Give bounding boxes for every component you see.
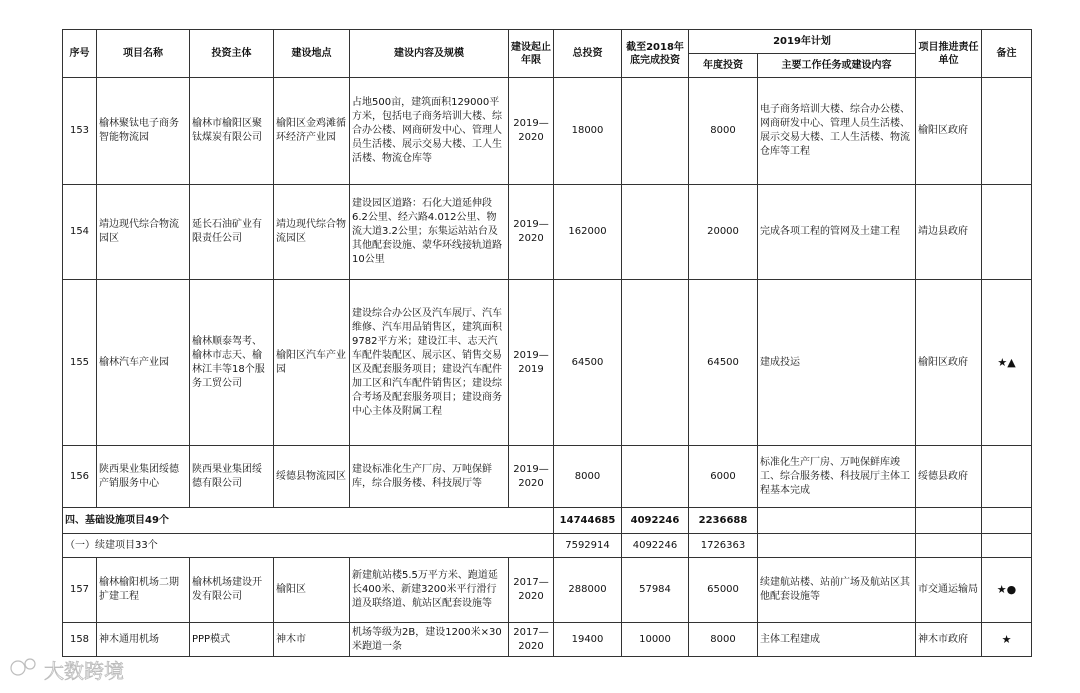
empty-cell [758, 508, 916, 534]
cell-seq: 157 [63, 558, 97, 623]
cell-annual: 65000 [689, 558, 758, 623]
cell-done2018 [622, 185, 689, 280]
logo-icon [4, 654, 154, 686]
empty-cell [916, 534, 982, 558]
cell-done2018 [622, 78, 689, 185]
cell-content: 新建航站楼5.5万平方米、跑道延长400米、新建3200米平行滑行道及联络道、航站区配套设施等 [350, 558, 509, 623]
cell-period: 2019—2020 [509, 446, 554, 508]
cell-unit: 靖边县政府 [916, 185, 982, 280]
col-annual: 年度投资 [689, 54, 758, 78]
svg-text:大数跨境: 大数跨境 [44, 659, 124, 683]
cell-location: 靖边现代综合物流园区 [274, 185, 350, 280]
table-row [63, 78, 1032, 185]
subsection-done2018: 4092246 [622, 534, 689, 558]
col-plan2019: 2019年计划 [689, 30, 916, 54]
empty-cell [916, 508, 982, 534]
cell-investor: 榆林机场建设开发有限公司 [190, 558, 274, 623]
cell-tasks: 主体工程建成 [758, 623, 916, 657]
cell-location: 榆阳区金鸡滩循环经济产业园 [274, 78, 350, 185]
cell-seq: 154 [63, 185, 97, 280]
cell-name: 陕西果业集团绥德产销服务中心 [97, 446, 190, 508]
cell-total: 18000 [554, 78, 622, 185]
cell-tasks: 续建航站楼、站前广场及航站区其他配套设施等 [758, 558, 916, 623]
cell-unit: 市交通运输局 [916, 558, 982, 623]
table-row [63, 446, 1032, 508]
section-total: 14744685 [554, 508, 622, 534]
cell-total: 19400 [554, 623, 622, 657]
cell-done2018 [622, 280, 689, 446]
cell-seq: 153 [63, 78, 97, 185]
col-total: 总投资 [554, 30, 622, 78]
cell-total: 162000 [554, 185, 622, 280]
cell-note [982, 446, 1032, 508]
cell-total: 288000 [554, 558, 622, 623]
cell-note: ★▲ [982, 280, 1032, 446]
table-row [63, 623, 1032, 657]
col-investor: 投资主体 [190, 30, 274, 78]
cell-location: 绥德县物流园区 [274, 446, 350, 508]
cell-done2018: 57984 [622, 558, 689, 623]
cell-investor: 榆林顺泰驾考、榆林市志天、榆林江丰等18个服务工贸公司 [190, 280, 274, 446]
cell-note: ★● [982, 558, 1032, 623]
empty-cell [982, 534, 1032, 558]
cell-annual: 8000 [689, 78, 758, 185]
cell-location: 神木市 [274, 623, 350, 657]
cell-seq: 158 [63, 623, 97, 657]
cell-period: 2017—2020 [509, 623, 554, 657]
cell-annual: 20000 [689, 185, 758, 280]
cell-done2018: 10000 [622, 623, 689, 657]
section-label: 四、基础设施项目49个 [63, 508, 554, 534]
cell-period: 2019—2020 [509, 185, 554, 280]
table-row [63, 280, 1032, 446]
cell-name: 榆林聚钛电子商务智能物流园 [97, 78, 190, 185]
subsection-total: 7592914 [554, 534, 622, 558]
cell-investor: 榆林市榆阳区聚钛煤炭有限公司 [190, 78, 274, 185]
empty-cell [758, 534, 916, 558]
cell-note: ★ [982, 623, 1032, 657]
cell-period: 2017—2020 [509, 558, 554, 623]
cell-name: 神木通用机场 [97, 623, 190, 657]
subsection-row [63, 534, 1032, 558]
col-done2018: 截至2018年底完成投资 [622, 30, 689, 78]
cell-tasks: 完成各项工程的管网及土建工程 [758, 185, 916, 280]
cell-content: 建设综合办公区及汽车展厅、汽车维修、汽车用品销售区，建筑面积9782平方米；建设江丰、志天汽车配件装配区、展示区、销售交易区及配套服务项目；建设汽车配件加工区和汽车配件销售区；建设综合考场及配套服务项目；建设商务中心主体及附属工程 [350, 280, 509, 446]
cell-unit: 绥德县政府 [916, 446, 982, 508]
cell-content: 机场等级为2B，建设1200米×30米跑道一条 [350, 623, 509, 657]
cell-location: 榆阳区汽车产业园 [274, 280, 350, 446]
section-annual: 2236688 [689, 508, 758, 534]
col-unit: 项目推进责任单位 [916, 30, 982, 78]
cell-tasks: 电子商务培训大楼、综合办公楼、网商研发中心、管理人员生活楼、展示交易大楼、工人生活楼、物流仓库等工程 [758, 78, 916, 185]
col-tasks: 主要工作任务或建设内容 [758, 54, 916, 78]
project-table-container [62, 29, 1032, 657]
cell-annual: 6000 [689, 446, 758, 508]
empty-cell [982, 508, 1032, 534]
subsection-label: （一）续建项目33个 [63, 534, 554, 558]
cell-content: 占地500亩，建筑面积129000平方米，包括电子商务培训大楼、综合办公楼、网商研发中心、管理人员生活楼、展示交易大楼、工人生活楼、物流仓库等 [350, 78, 509, 185]
col-location: 建设地点 [274, 30, 350, 78]
cell-location: 榆阳区 [274, 558, 350, 623]
cell-name: 靖边现代综合物流园区 [97, 185, 190, 280]
col-name: 项目名称 [97, 30, 190, 78]
col-seq: 序号 [63, 30, 97, 78]
cell-seq: 155 [63, 280, 97, 446]
cell-unit: 神木市政府 [916, 623, 982, 657]
table-row [63, 558, 1032, 623]
table-row [63, 185, 1032, 280]
watermark-logo [4, 654, 154, 686]
cell-investor: 延长石油矿业有限责任公司 [190, 185, 274, 280]
section-done2018: 4092246 [622, 508, 689, 534]
col-period: 建设起止年限 [509, 30, 554, 78]
cell-seq: 156 [63, 446, 97, 508]
cell-note [982, 78, 1032, 185]
col-content: 建设内容及规模 [350, 30, 509, 78]
cell-tasks: 建成投运 [758, 280, 916, 446]
cell-name: 榆林榆阳机场二期扩建工程 [97, 558, 190, 623]
cell-unit: 榆阳区政府 [916, 280, 982, 446]
cell-tasks: 标准化生产厂房、万吨保鲜库竣工、综合服务楼、科技展厅主体工程基本完成 [758, 446, 916, 508]
cell-name: 榆林汽车产业园 [97, 280, 190, 446]
cell-content: 建设标准化生产厂房、万吨保鲜库，综合服务楼、科技展厅等 [350, 446, 509, 508]
subsection-annual: 1726363 [689, 534, 758, 558]
cell-annual: 64500 [689, 280, 758, 446]
col-note: 备注 [982, 30, 1032, 78]
cell-investor: 陕西果业集团绥德有限公司 [190, 446, 274, 508]
cell-period: 2019—2020 [509, 78, 554, 185]
cell-total: 64500 [554, 280, 622, 446]
cell-investor: PPP模式 [190, 623, 274, 657]
cell-total: 8000 [554, 446, 622, 508]
section-row [63, 508, 1032, 534]
cell-period: 2019—2019 [509, 280, 554, 446]
project-table [62, 29, 1032, 657]
cell-content: 建设园区道路：石化大道延伸段6.2公里、经六路4.012公里、物流大道3.2公里；东集运站站台及其他配套设施、蒙华环线接轨道路10公里 [350, 185, 509, 280]
cell-done2018 [622, 446, 689, 508]
cell-annual: 8000 [689, 623, 758, 657]
cell-unit: 榆阳区政府 [916, 78, 982, 185]
cell-note [982, 185, 1032, 280]
